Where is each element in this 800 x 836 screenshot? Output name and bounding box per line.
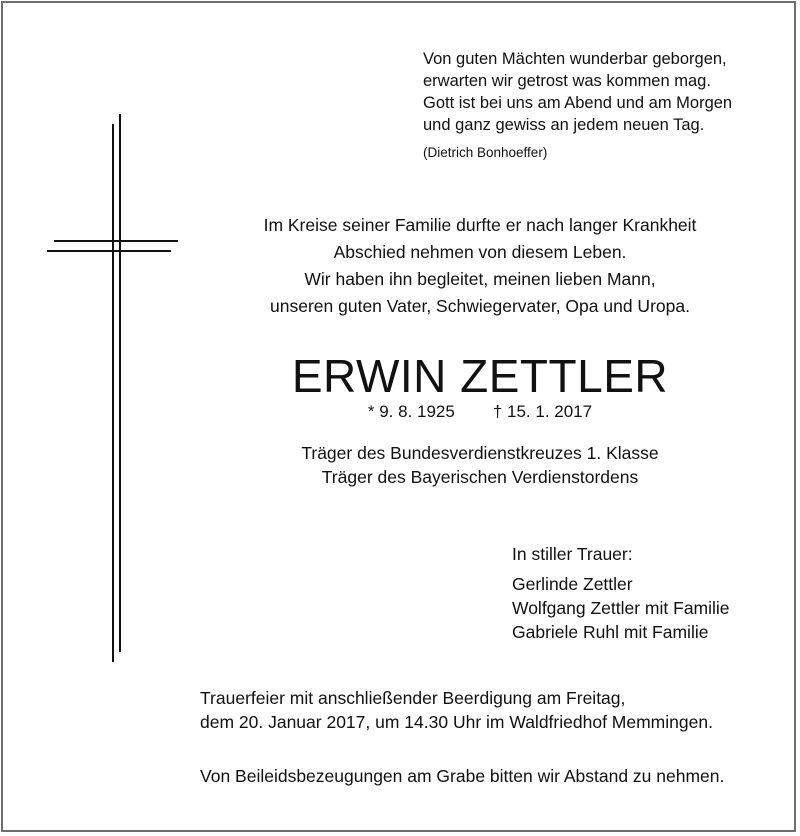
poem-quote: [423, 48, 783, 164]
intro-line: Wir haben ihn begleitet, meinen lieben Mann,: [304, 269, 656, 289]
cross-vertical-bar: [119, 114, 121, 652]
funeral-info: [200, 686, 780, 734]
birth-date: * 9. 8. 1925: [367, 402, 455, 421]
honor-item: Träger des Bundesverdienstkreuzes 1. Klasse: [301, 443, 659, 463]
poem-line: Gott ist bei uns am Abend und am Morgen: [423, 94, 733, 112]
poem-attribution: (Dietrich Bonhoeffer): [423, 145, 548, 160]
intro-line: Im Kreise seiner Familie durfte er nach langer Krankheit: [263, 215, 697, 235]
cross-horizontal-bar: [47, 250, 171, 252]
life-dates: [200, 400, 760, 424]
mourner-name: Gabriele Ruhl mit Familie: [512, 622, 709, 642]
death-date: † 15. 1. 2017: [492, 402, 593, 421]
funeral-line: Trauerfeier mit anschließender Beerdigung am Freitag,: [200, 688, 626, 708]
mourner-name: Gerlinde Zettler: [512, 574, 633, 594]
funeral-line: dem 20. Januar 2017, um 14.30 Uhr im Waldfriedhof Memmingen.: [200, 712, 713, 732]
intro-line: Abschied nehmen von diesem Leben.: [333, 242, 627, 262]
mourners-heading: In stiller Trauer:: [512, 544, 633, 564]
honors-list: [200, 441, 760, 489]
closing-note: Von Beileidsbezeugungen am Grabe bitten wir Abstand zu nehmen.: [200, 766, 725, 786]
mourners-block: [512, 542, 782, 644]
deceased-name: ERWIN ZETTLER: [291, 350, 669, 402]
mourner-name: Wolfgang Zettler mit Familie: [512, 598, 730, 618]
honor-item: Träger des Bayerischen Verdienstordens: [321, 467, 639, 487]
cross-vertical-bar: [112, 124, 114, 662]
intro-line: unseren guten Vater, Schwiegervater, Opa und Uropa.: [270, 296, 690, 316]
poem-line: erwarten wir getrost was kommen mag.: [423, 72, 711, 90]
intro-text: [200, 212, 760, 320]
cross-horizontal-bar: [54, 240, 178, 242]
poem-line: Von guten Mächten wunderbar geborgen,: [423, 50, 727, 68]
poem-line: und ganz gewiss an jedem neuen Tag.: [423, 116, 705, 134]
